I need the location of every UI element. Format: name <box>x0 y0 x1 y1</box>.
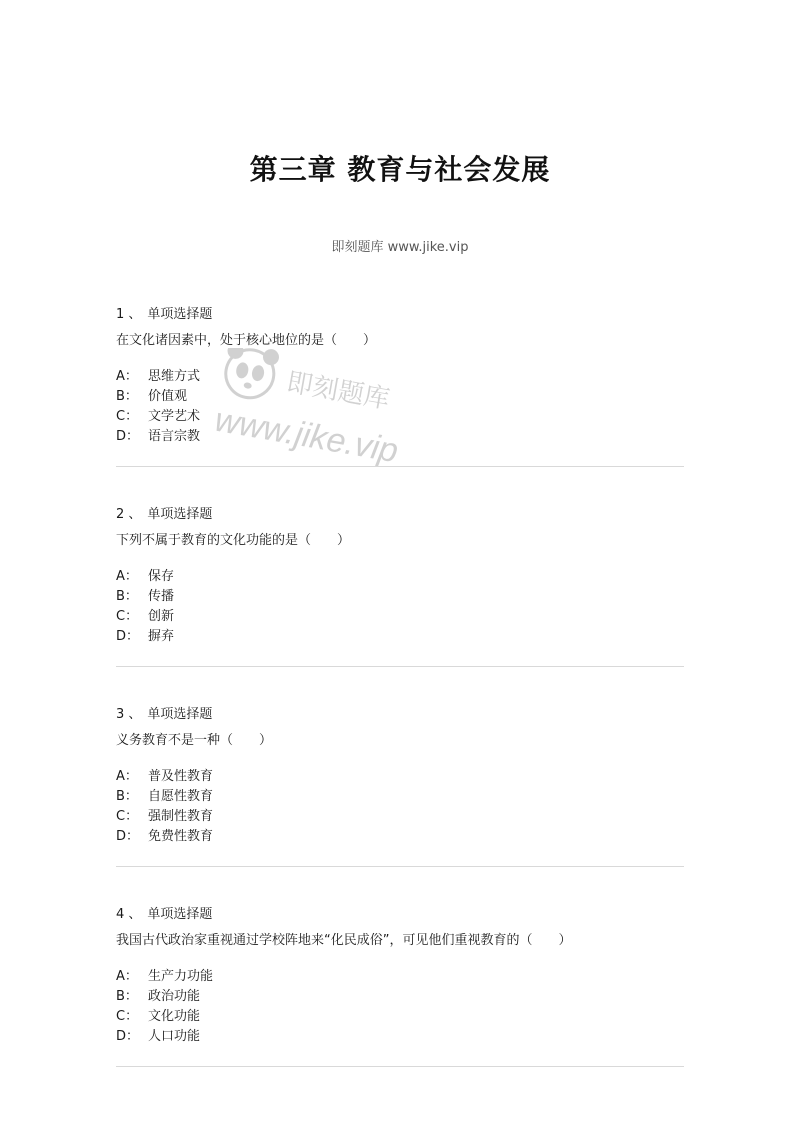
option-letter: B： <box>116 789 138 804</box>
option-letter: D： <box>116 1029 140 1044</box>
option-letter: A： <box>116 569 138 584</box>
option-list <box>116 767 684 847</box>
question-stem: 下列不属于教育的文化功能的是（ ） <box>116 533 351 548</box>
option-text: 政治功能 <box>148 989 201 1004</box>
option-c[interactable] <box>116 407 684 427</box>
question-3 <box>116 705 684 867</box>
option-text: 免费性教育 <box>148 829 214 844</box>
option-d[interactable] <box>116 827 684 847</box>
option-letter: C： <box>116 609 139 624</box>
option-b[interactable] <box>116 787 684 807</box>
divider <box>116 1066 684 1067</box>
option-letter: A： <box>116 369 138 384</box>
option-list <box>116 567 684 647</box>
option-b[interactable] <box>116 387 684 407</box>
divider <box>116 666 684 667</box>
option-text: 文学艺术 <box>148 409 201 424</box>
option-d[interactable] <box>116 627 684 647</box>
option-a[interactable] <box>116 767 684 787</box>
question-header <box>116 505 684 525</box>
question-4 <box>116 905 684 1067</box>
option-c[interactable] <box>116 607 684 627</box>
question-type: 单项选择题 <box>147 507 213 522</box>
option-c[interactable] <box>116 1007 684 1027</box>
watermark-line2: www.jike.vip <box>212 400 401 471</box>
option-text: 人口功能 <box>148 1029 201 1044</box>
option-text: 价值观 <box>148 389 188 404</box>
watermark-line1: 即刻题库 <box>284 366 393 415</box>
option-text: 文化功能 <box>148 1009 201 1024</box>
option-text: 自愿性教育 <box>148 789 214 804</box>
question-stem: 在文化诸因素中，处于核心地位的是（ ） <box>116 333 377 348</box>
option-text: 摒弃 <box>148 629 175 644</box>
option-letter: B： <box>116 389 138 404</box>
option-letter: C： <box>116 409 139 424</box>
question-stem: 我国古代政治家重视通过学校阵地来“化民成俗”，可见他们重视教育的（ ） <box>116 933 572 948</box>
option-text: 思维方式 <box>148 369 201 384</box>
option-letter: D： <box>116 629 140 644</box>
option-text: 生产力功能 <box>148 969 214 984</box>
option-letter: C： <box>116 809 139 824</box>
option-b[interactable] <box>116 587 684 607</box>
source-line: 即刻题库 www.jike.vip <box>331 240 469 255</box>
divider <box>116 466 684 467</box>
option-letter: C： <box>116 1009 139 1024</box>
option-c[interactable] <box>116 807 684 827</box>
question-type: 单项选择题 <box>147 307 213 322</box>
option-text: 强制性教育 <box>148 809 214 824</box>
question-number: 3 、 <box>116 707 142 722</box>
option-letter: A： <box>116 769 138 784</box>
question-header <box>116 705 684 725</box>
option-text: 传播 <box>148 589 175 604</box>
option-b[interactable] <box>116 987 684 1007</box>
option-list <box>116 967 684 1047</box>
option-letter: A： <box>116 969 138 984</box>
option-letter: B： <box>116 589 138 604</box>
question-header <box>116 305 684 325</box>
option-list <box>116 367 684 447</box>
question-header <box>116 905 684 925</box>
divider <box>116 866 684 867</box>
option-d[interactable] <box>116 1027 684 1047</box>
option-text: 保存 <box>148 569 175 584</box>
question-2 <box>116 505 684 667</box>
option-text: 普及性教育 <box>148 769 214 784</box>
option-letter: D： <box>116 829 140 844</box>
question-stem: 义务教育不是一种（ ） <box>116 733 273 748</box>
option-letter: D： <box>116 429 140 444</box>
question-number: 4 、 <box>116 907 142 922</box>
option-d[interactable] <box>116 427 684 447</box>
option-a[interactable] <box>116 367 684 387</box>
question-type: 单项选择题 <box>147 907 213 922</box>
option-a[interactable] <box>116 567 684 587</box>
option-text: 语言宗教 <box>148 429 201 444</box>
question-type: 单项选择题 <box>147 707 213 722</box>
question-number: 1 、 <box>116 307 142 322</box>
question-number: 2 、 <box>116 507 142 522</box>
option-a[interactable] <box>116 967 684 987</box>
option-letter: B： <box>116 989 138 1004</box>
question-1 <box>116 305 684 467</box>
option-text: 创新 <box>148 609 175 624</box>
page-title: 第三章 教育与社会发展 <box>249 153 551 186</box>
